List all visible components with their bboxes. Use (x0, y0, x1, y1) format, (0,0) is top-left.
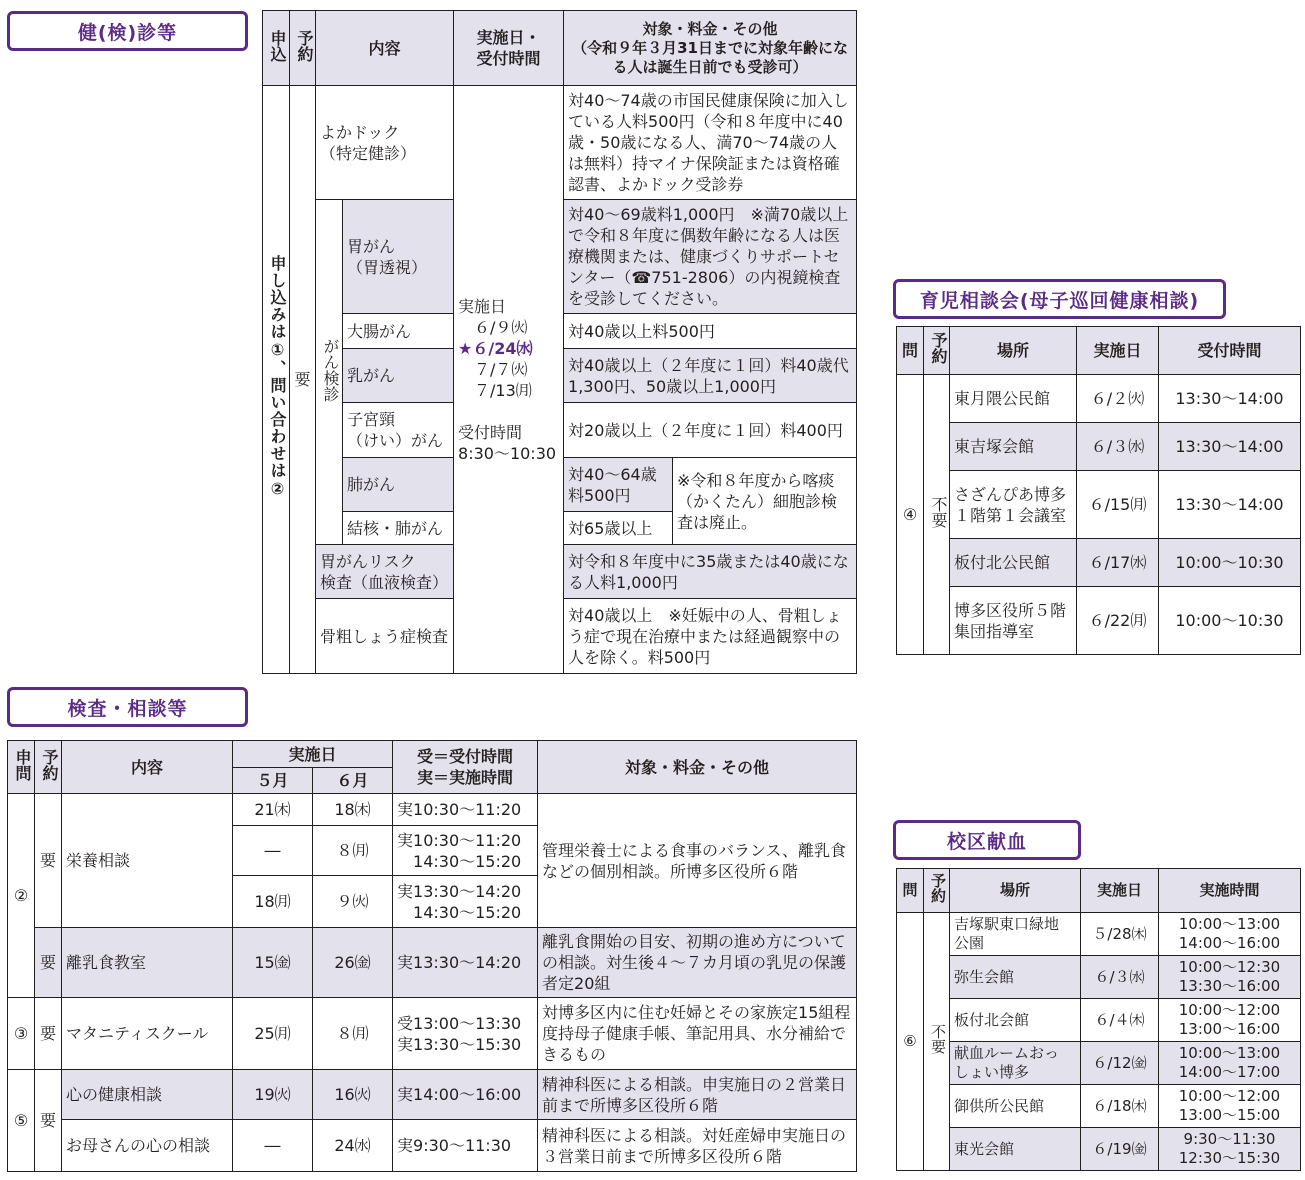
section-title-checkups: 健(検)診等 (7, 11, 248, 51)
header-reserve: 予約 (924, 327, 950, 375)
june-date: 16㈫ (313, 1070, 393, 1120)
reserve-required: 要 (35, 928, 62, 998)
time: 13:30〜14:00 (1159, 375, 1301, 423)
header-content: 内容 (316, 11, 454, 86)
place: 東月隈公民館 (950, 375, 1077, 423)
section-title-childcare: 育児相談会(母子巡回健康相談) (893, 279, 1226, 319)
may-date: 18㈪ (233, 876, 313, 928)
row-target: 管理栄養士による食事のバランス、離乳食などの個別相談。所博多区役所６階 (538, 794, 857, 928)
time: 13:30〜14:00 (1159, 423, 1301, 471)
place: 弥生会館 (950, 956, 1081, 999)
place: 献血ルームおっ しょい博多 (950, 1042, 1081, 1085)
row-content: 肺がん (343, 458, 454, 512)
date: ６/22㈪ (1077, 587, 1159, 655)
row-target: 対令和８年度中に35歳または40歳になる人料1,000円 (564, 545, 857, 599)
header-time: 実施時間 (1159, 869, 1301, 913)
header-apply: 申込 (263, 11, 290, 86)
row-target: 対40〜74歳の市国民健康保険に加入している人料500円（令和８年度中に40歳・50歳になる人、満70〜74歳の人は無料）持マイナ保険証または資格確認書、よかドック受診券 (564, 86, 857, 200)
june-date: ９㈫ (313, 876, 393, 928)
june-date: 24㈬ (313, 1120, 393, 1172)
place: さざんぴあ博多 １階第１会議室 (950, 471, 1077, 539)
date: ５/28㈭ (1081, 913, 1159, 956)
row-content: 胃がん （胃透視） (343, 200, 454, 314)
row-target: 対40〜64歳 料500円 (564, 458, 673, 512)
apply-number: ⑤ (8, 1070, 35, 1172)
june-date: ８㈪ (313, 826, 393, 876)
row-content: 離乳食教室 (62, 928, 233, 998)
date: ６/12㈮ (1081, 1042, 1159, 1085)
may-date: ― (233, 1120, 313, 1172)
may-date: 25㈪ (233, 998, 313, 1070)
place: 御供所公民館 (950, 1085, 1081, 1128)
row-note: ※令和８年度から喀痰（かくたん）細胞診検査は廃止。 (673, 458, 857, 545)
may-date: 19㈫ (233, 1070, 313, 1120)
apply-number: ② (8, 794, 35, 998)
header-target: 対象・料金・その他 （令和９年３月31日までに対象年齢になる人は誕生日前でも受診可） (564, 11, 857, 86)
date-cell (454, 86, 564, 674)
may-date: ― (233, 826, 313, 876)
place: 東光会館 (950, 1128, 1081, 1171)
time: 実14:00〜16:00 (393, 1070, 538, 1120)
header-date: 実施日 (1077, 327, 1159, 375)
june-date: 26㈮ (313, 928, 393, 998)
apply-number: ④ (897, 375, 924, 655)
header-may: ５月 (233, 768, 313, 794)
row-target: 対40歳以上（２年度に１回）料40歳代1,300円、50歳以上1,000円 (564, 349, 857, 403)
row-target: 精神科医による相談。申実施日の２営業日前まで所博多区役所６階 (538, 1070, 857, 1120)
place: 板付北公民館 (950, 539, 1077, 587)
row-content: 骨粗しょう症検査 (316, 599, 454, 674)
may-date: 15㈮ (233, 928, 313, 998)
time: 9:30〜11:30 12:30〜15:30 (1159, 1128, 1301, 1171)
header-apply: 問 (897, 327, 924, 375)
date-text: 実施日 ６/９㈫ (458, 296, 528, 337)
header-time: 受＝受付時間 実＝実施時間 (393, 741, 538, 794)
row-target: 対40〜69歳料1,000円 ※満70歳以上で令和８年度に偶数年齢になる人は医療機関または、健康づくりサポートセンター（☎751-2806）の内視鏡検査を受診してください。 (564, 200, 857, 314)
header-place: 場所 (950, 327, 1077, 375)
header-reserve: 予約 (35, 741, 62, 794)
header-target: 対象・料金・その他 (538, 741, 857, 794)
june-date: 18㈭ (313, 794, 393, 826)
date: ６/18㈭ (1081, 1085, 1159, 1128)
row-target: 対博多区内に住む妊婦とその家族定15組程度持母子健康手帳、筆記用具、水分補給できるもの (538, 998, 857, 1070)
row-content: 乳がん (343, 349, 454, 403)
time: 実9:30〜11:30 (393, 1120, 538, 1172)
checkup-table (262, 10, 857, 674)
tests-table (7, 740, 857, 1172)
date: ６/２㈫ (1077, 375, 1159, 423)
blood-donation-table (896, 868, 1301, 1171)
header-time: 受付時間 (1159, 327, 1301, 375)
reserve-required: 要 (35, 998, 62, 1070)
section-title-blood-donation: 校区献血 (893, 820, 1081, 860)
june-date: ８㈪ (313, 998, 393, 1070)
time: 受13:00〜13:30 実13:30〜15:30 (393, 998, 538, 1070)
date: ６/15㈪ (1077, 471, 1159, 539)
date: ６/３㈬ (1081, 956, 1159, 999)
header-reserve: 予約 (290, 11, 316, 86)
row-content: マタニティスクール (62, 998, 233, 1070)
header-june: ６月 (313, 768, 393, 794)
time: 実13:30〜14:20 14:30〜15:20 (393, 876, 538, 928)
row-content: 心の健康相談 (62, 1070, 233, 1120)
header-date: 実施日・ 受付時間 (454, 11, 564, 86)
row-target: 精神科医による相談。対妊産婦申実施日の３営業日前まで所博多区役所６階 (538, 1120, 857, 1172)
row-content: お母さんの心の相談 (62, 1120, 233, 1172)
place: 板付北会館 (950, 999, 1081, 1042)
reserve-required: 要 (35, 794, 62, 928)
row-target: 対40歳以上 ※妊娠中の人、骨粗しょう症で現在治療中または経過観察中の人を除く。料500円 (564, 599, 857, 674)
date: ６/19㈮ (1081, 1128, 1159, 1171)
time: 13:30〜14:00 (1159, 471, 1301, 539)
place: 博多区役所５階 集団指導室 (950, 587, 1077, 655)
header-date: 実施日 (1081, 869, 1159, 913)
section-title-tests: 検査・相談等 (7, 687, 248, 727)
header-place: 場所 (950, 869, 1081, 913)
row-content: 大腸がん (343, 314, 454, 349)
reserve-not-required: 不要 (924, 913, 950, 1171)
place: 吉塚駅東口緑地 公園 (950, 913, 1081, 956)
date-star: ★６/24㈬ (458, 338, 533, 358)
header-date: 実施日 (233, 741, 393, 768)
cancer-label: がん検診 (316, 200, 343, 545)
date: ６/４㈭ (1081, 999, 1159, 1042)
time: 10:00〜13:00 14:00〜17:00 (1159, 1042, 1301, 1085)
date: ６/17㈬ (1077, 539, 1159, 587)
row-target: 対20歳以上（２年度に１回）料400円 (564, 403, 857, 458)
row-target: 対65歳以上 (564, 512, 673, 545)
apply-note: 申し込みは①、問い合わせは② (263, 86, 290, 674)
time: 実13:30〜14:20 (393, 928, 538, 998)
header-apply: 問 (897, 869, 924, 913)
header-content: 内容 (62, 741, 233, 794)
header-apply: 申問 (8, 741, 35, 794)
row-target: 対40歳以上料500円 (564, 314, 857, 349)
row-content: 胃がんリスク 検査（血液検査） (316, 545, 454, 599)
apply-number: ③ (8, 998, 35, 1070)
time: 10:00〜10:30 (1159, 587, 1301, 655)
place: 東吉塚会館 (950, 423, 1077, 471)
date-text2: ７/７㈫ ７/13㈪ 受付時間 8:30〜10:30 (458, 359, 557, 463)
row-content: 栄養相談 (62, 794, 233, 928)
reserve-required: 要 (290, 86, 316, 674)
time: 10:00〜12:00 13:00〜15:00 (1159, 1085, 1301, 1128)
time: 実10:30〜11:20 14:30〜15:20 (393, 826, 538, 876)
may-date: 21㈭ (233, 794, 313, 826)
time: 10:00〜10:30 (1159, 539, 1301, 587)
reserve-required: 要 (35, 1070, 62, 1172)
row-content: よかドック （特定健診） (316, 86, 454, 200)
row-content: 子宮頸 （けい）がん (343, 403, 454, 458)
date: ６/３㈬ (1077, 423, 1159, 471)
row-content: 結核・肺がん (343, 512, 454, 545)
time: 実10:30〜11:20 (393, 794, 538, 826)
reserve-not-required: 不要 (924, 375, 950, 655)
childcare-table (896, 326, 1301, 655)
time: 10:00〜13:00 14:00〜16:00 (1159, 913, 1301, 956)
time: 10:00〜12:00 13:00〜16:00 (1159, 999, 1301, 1042)
row-target: 離乳食開始の目安、初期の進め方についての相談。対生後４〜７カ月頃の乳児の保護者定20組 (538, 928, 857, 998)
apply-number: ⑥ (897, 913, 924, 1171)
time: 10:00〜12:30 13:30〜16:00 (1159, 956, 1301, 999)
header-reserve: 予約 (924, 869, 950, 913)
